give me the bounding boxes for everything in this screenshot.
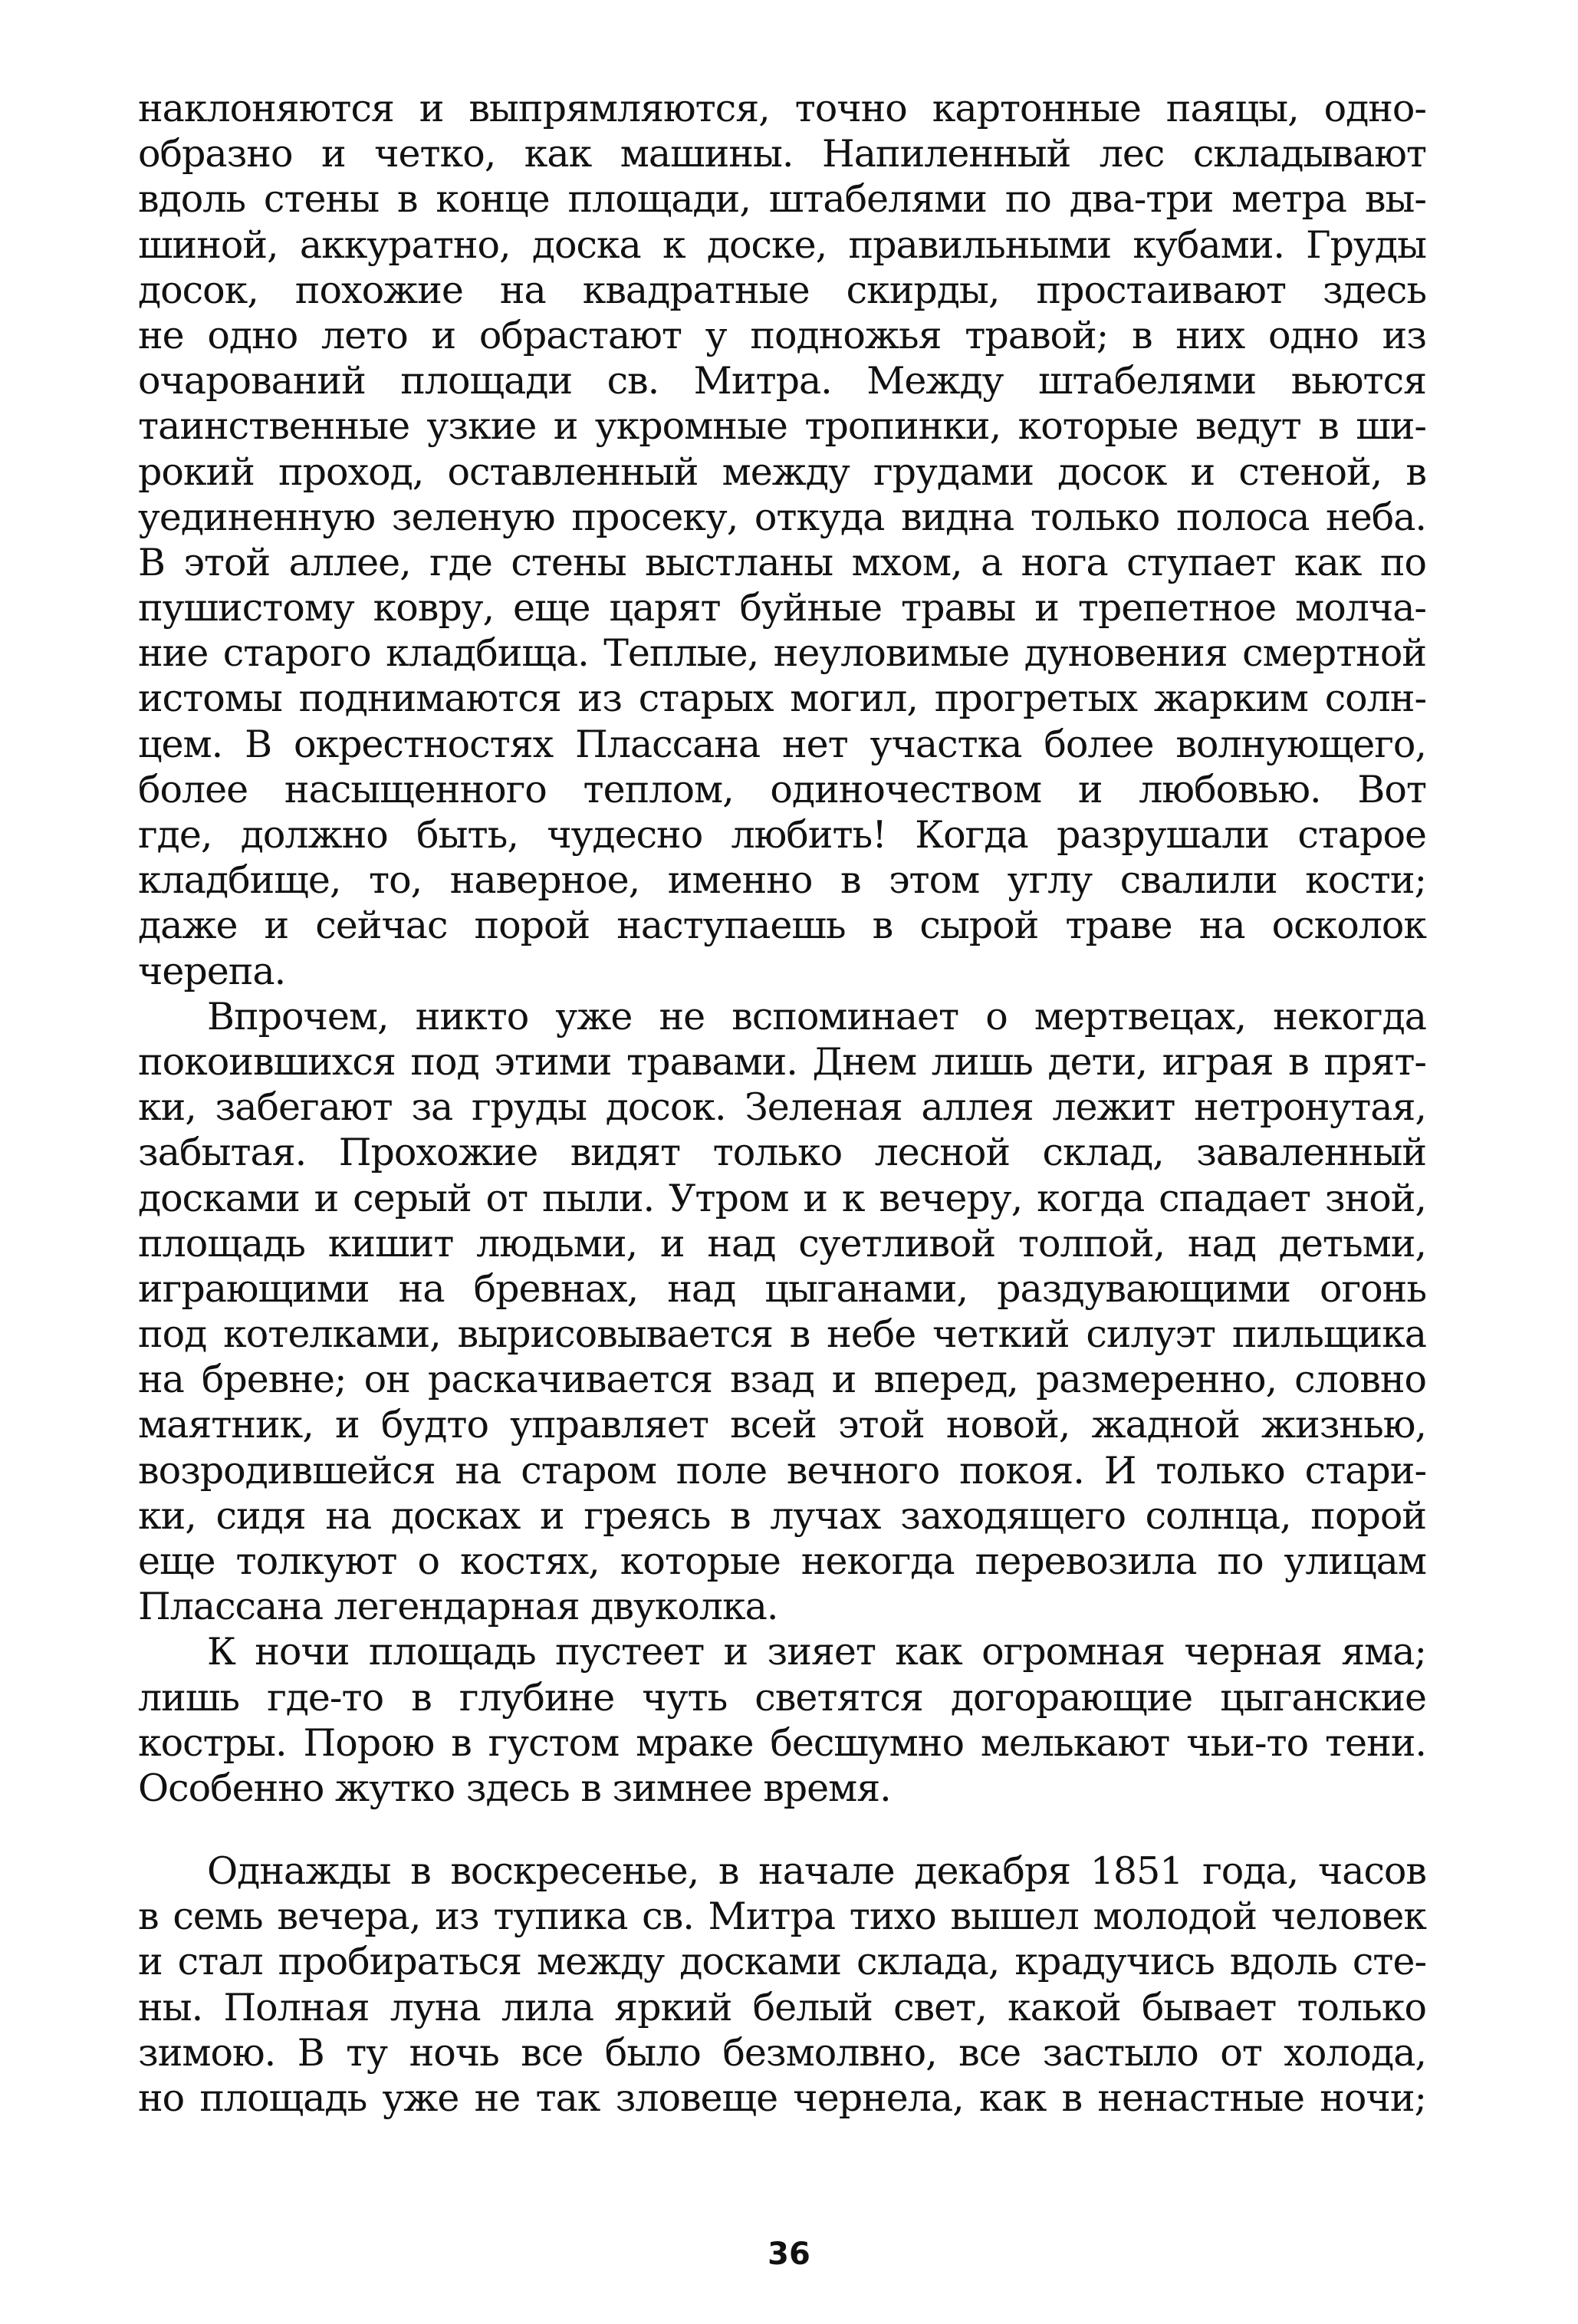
text-line: не одно лето и обрастают у подножья травой; в них одно из xyxy=(138,313,1426,357)
text-line: и стал пробираться между досками склада, крадучись вдоль сте- xyxy=(138,1940,1426,1984)
text-line: пушистому ковру, еще царят буйные травы и трепетное молча- xyxy=(138,586,1426,630)
text-line: Однажды в воскресенье, в начале декабря 1851 года, часов xyxy=(207,1849,1426,1893)
text-line: Особенно жутко здесь в зимнее время. xyxy=(138,1766,891,1810)
text-line: Впрочем, никто уже не вспоминает о мертвецах, некогда xyxy=(207,994,1426,1039)
text-line: цем. В окрестностях Плассана нет участка более волнующего, xyxy=(138,722,1426,766)
text-line: на бревне; он раскачивается взад и вперед, размеренно, словно xyxy=(138,1358,1426,1402)
text-line: забытая. Прохожие видят только лесной склад, заваленный xyxy=(138,1131,1426,1175)
text-line: рокий проход, оставленный между грудами досок и стеной, в xyxy=(138,449,1426,494)
text-line: лишь где-то в глубине чуть светятся догорающие цыганские xyxy=(138,1675,1426,1720)
text-line: В этой аллее, где стены выстланы мхом, а нога ступает как по xyxy=(138,540,1426,584)
text-line: ки, забегают за груды досок. Зеленая аллея лежит нетронутая, xyxy=(138,1085,1426,1130)
text-line: истомы поднимаются из старых могил, прогретых жарким солн- xyxy=(138,676,1426,721)
page-number: 36 xyxy=(768,2237,810,2272)
text-line: возродившейся на старом поле вечного покоя. И только стари- xyxy=(138,1448,1426,1493)
text-line: костры. Порою в густом мраке бесшумно мелькают чьи-то тени. xyxy=(138,1720,1426,1765)
text-line: очарований площади св. Митра. Между штабелями вьются xyxy=(138,359,1426,403)
text-line: но площадь уже не так зловеще чернела, как в ненастные ночи; xyxy=(138,2075,1426,2120)
text-line: образно и четко, как машины. Напиленный лес складывают xyxy=(138,132,1426,176)
text-section-main xyxy=(138,86,1426,1811)
text-line: еще толкуют о костях, которые некогда перевозила по улицам xyxy=(138,1539,1426,1583)
text-line: кладбище, то, наверное, именно в этом углу свалили кости; xyxy=(138,858,1426,903)
text-line: ны. Полная луна лила яркий белый свет, какой бывает только xyxy=(138,1985,1426,2029)
text-line: досок, похожие на квадратные скирды, простаивают здесь xyxy=(138,268,1426,312)
text-line: более насыщенного теплом, одиночеством и любовью. Вот xyxy=(138,767,1426,811)
text-line: наклоняются и выпрямляются, точно картонные паяцы, одно- xyxy=(138,87,1426,130)
text-line: зимою. В ту ночь все было безмолвно, все застыло от холода, xyxy=(138,2030,1426,2075)
text-line: вдоль стены в конце площади, штабелями по два-три метра вы- xyxy=(138,177,1426,222)
text-section-new-chapter xyxy=(138,1848,1426,2121)
text-line: шиной, аккуратно, доска к доске, правильными кубами. Груды xyxy=(138,222,1426,267)
text-line: таинственные узкие и укромные тропинки, которые ведут в ши- xyxy=(138,404,1426,449)
text-line: ки, сидя на досках и греясь в лучах заходящего солнца, порой xyxy=(138,1493,1426,1538)
text-line: досками и серый от пыли. Утром и к вечеру, когда спадает зной, xyxy=(138,1176,1426,1220)
text-line: черепа. xyxy=(138,949,286,993)
text-line: Плассана легендарная двуколка. xyxy=(138,1585,778,1629)
text-line: уединенную зеленую просеку, откуда видна только полоса неба. xyxy=(138,495,1426,539)
text-line: маятник, и будто управляет всей этой новой, жадной жизнью, xyxy=(138,1403,1426,1447)
text-line: под котелками, вырисовывается в небе четкий силуэт пильщика xyxy=(138,1312,1426,1357)
text-line: даже и сейчас порой наступаешь в сырой траве на осколок xyxy=(138,904,1426,948)
text-line: ние старого кладбища. Теплые, неуловимые дуновения смертной xyxy=(138,631,1426,676)
text-line: в семь вечера, из тупика св. Митра тихо вышел молодой человек xyxy=(138,1894,1426,1939)
text-line: площадь кишит людьми, и над суетливой толпой, над детьми, xyxy=(138,1221,1426,1266)
text-line: покоившихся под этими травами. Днем лишь дети, играя в прят- xyxy=(138,1039,1426,1084)
text-line: играющими на бревнах, над цыганами, раздувающими огонь xyxy=(138,1266,1426,1311)
text-line: К ночи площадь пустеет и зияет как огромная черная яма; xyxy=(207,1630,1426,1674)
text-line: где, должно быть, чудесно любить! Когда разрушали старое xyxy=(138,813,1426,857)
